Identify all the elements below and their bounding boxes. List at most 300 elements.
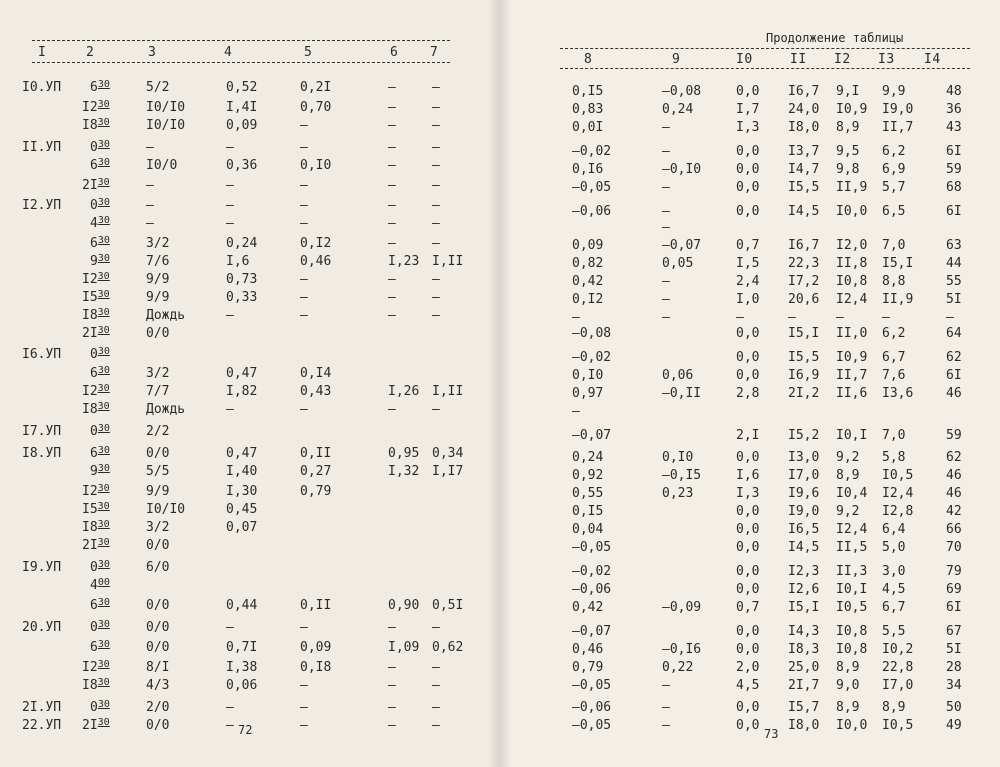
- table-cell-col12: –: [836, 310, 844, 325]
- time-hour: 6: [90, 640, 98, 655]
- page-number: 72: [238, 723, 253, 737]
- table-cell-col13: I7,0: [882, 678, 914, 693]
- table-cell-c4: I,4I: [226, 100, 258, 115]
- table-cell-c6: I,09: [388, 640, 420, 655]
- table-cell-c3: 2/0: [146, 700, 170, 715]
- time-minutes: 30: [97, 325, 110, 336]
- time-hour: I8: [82, 520, 98, 535]
- table-cell-col9: 0,05: [662, 256, 694, 271]
- table-cell-col14: 68: [946, 180, 962, 195]
- table-cell-c6: 0,95: [388, 446, 420, 461]
- table-cell-col10: 0,0: [736, 504, 760, 519]
- time-minutes: 30: [97, 659, 110, 670]
- table-cell-col11: I6,9: [788, 368, 820, 383]
- table-cell-col8: 0,97: [572, 386, 604, 401]
- table-cell-col12: 8,9: [836, 700, 860, 715]
- table-cell-col10: 0,7: [736, 600, 760, 615]
- time-cell: [90, 366, 110, 382]
- table-cell-c4: 0,47: [226, 366, 258, 381]
- table-cell-col11: 24,0: [788, 102, 820, 117]
- time-minutes: 30: [97, 597, 110, 608]
- table-cell-col12: II,9: [836, 180, 868, 195]
- time-hour: I8: [82, 118, 98, 133]
- table-cell-col12: I0,8: [836, 624, 868, 639]
- page-number: 73: [764, 727, 779, 741]
- table-cell-col13: I3,6: [882, 386, 914, 401]
- table-cell-c3: –: [146, 216, 154, 231]
- table-cell-c3: Дождь: [146, 402, 186, 417]
- time-minutes: 30: [97, 139, 110, 150]
- table-cell-c4: 0,44: [226, 598, 258, 613]
- time-cell: [82, 118, 110, 134]
- table-cell-c7: –: [432, 620, 440, 635]
- table-cell-c5: 0,I0: [300, 158, 332, 173]
- column-header: 3: [148, 45, 157, 60]
- time-cell: [90, 640, 110, 656]
- table-cell-col14: 46: [946, 468, 962, 483]
- table-cell-col11: I8,3: [788, 642, 820, 657]
- time-hour: I5: [82, 290, 98, 305]
- table-cell-col13: 5,8: [882, 450, 906, 465]
- table-cell-col13: 8,9: [882, 700, 906, 715]
- table-cell-col9: 0,23: [662, 486, 694, 501]
- table-cell-col14: 6I: [946, 368, 962, 383]
- table-cell-col8: 0,79: [572, 660, 604, 675]
- table-cell-c7: –: [432, 290, 440, 305]
- table-cell-col9: –0,07: [662, 238, 702, 253]
- time-minutes: 00: [97, 577, 110, 588]
- table-cell-c4: 0,09: [226, 118, 258, 133]
- table-cell-c7: –: [432, 308, 440, 323]
- table-cell-c6: –: [388, 158, 396, 173]
- date-cell: I0.УП: [22, 80, 62, 95]
- table-cell-col10: I,3: [736, 120, 760, 135]
- table-cell-c3: 0/0: [146, 598, 170, 613]
- table-cell-col8: 0,0I: [572, 120, 604, 135]
- table-cell-col9: 0,22: [662, 660, 694, 675]
- table-cell-col12: 8,9: [836, 120, 860, 135]
- table-cell-col9: –0,I0: [662, 162, 702, 177]
- table-cell-c3: 0/0: [146, 446, 170, 461]
- column-header: 2: [86, 45, 95, 60]
- table-header-rule-bottom: [560, 68, 970, 69]
- time-cell: [90, 254, 110, 270]
- time-hour: 2I: [82, 538, 98, 553]
- table-cell-c5: –: [300, 216, 308, 231]
- time-hour: I5: [82, 502, 98, 517]
- table-cell-col9: –0,I6: [662, 642, 702, 657]
- table-cell-col12: 9,8: [836, 162, 860, 177]
- time-cell: [82, 484, 110, 500]
- table-cell-col10: 0,0: [736, 204, 760, 219]
- table-cell-col12: I0,9: [836, 350, 868, 365]
- table-cell-col14: 62: [946, 450, 962, 465]
- table-cell-col11: I8,0: [788, 120, 820, 135]
- table-cell-c3: I0/I0: [146, 100, 186, 115]
- table-cell-col9: 0,24: [662, 102, 694, 117]
- time-cell: [90, 598, 110, 614]
- table-cell-col12: II,7: [836, 368, 868, 383]
- table-cell-col9: –: [662, 718, 670, 733]
- time-cell: [90, 80, 110, 96]
- table-cell-col11: 25,0: [788, 660, 820, 675]
- table-cell-col11: I9,6: [788, 486, 820, 501]
- table-cell-col14: –: [946, 310, 954, 325]
- table-cell-c5: –: [300, 308, 308, 323]
- table-cell-c3: 9/9: [146, 272, 170, 287]
- table-cell-col14: 34: [946, 678, 962, 693]
- table-cell-col13: 5,0: [882, 540, 906, 555]
- table-cell-col9: –: [662, 292, 670, 307]
- table-cell-c3: Дождь: [146, 308, 186, 323]
- table-cell-c5: –: [300, 700, 308, 715]
- time-cell: [82, 520, 110, 536]
- table-cell-c4: –: [226, 140, 234, 155]
- table-cell-col10: I,7: [736, 102, 760, 117]
- time-hour: 0: [90, 198, 98, 213]
- table-cell-col9: –0,09: [662, 600, 702, 615]
- time-minutes: 30: [97, 501, 110, 512]
- time-hour: I2: [82, 660, 98, 675]
- table-cell-col9: –: [662, 120, 670, 135]
- table-cell-col11: I5,7: [788, 700, 820, 715]
- time-hour: 0: [90, 140, 98, 155]
- table-cell-col14: 28: [946, 660, 962, 675]
- date-cell: I8.УП: [22, 446, 62, 461]
- table-cell-col9: –: [662, 274, 670, 289]
- table-cell-col13: 7,6: [882, 368, 906, 383]
- table-cell-col8: 0,83: [572, 102, 604, 117]
- table-cell-c5: –: [300, 620, 308, 635]
- table-cell-col11: I9,0: [788, 504, 820, 519]
- table-cell-c3: 8/I: [146, 660, 170, 675]
- table-cell-c3: 5/2: [146, 80, 170, 95]
- table-cell-col13: 8,8: [882, 274, 906, 289]
- time-minutes: 30: [97, 215, 110, 226]
- table-cell-c3: –: [146, 140, 154, 155]
- table-cell-col12: I2,4: [836, 292, 868, 307]
- table-cell-col10: 0,0: [736, 326, 760, 341]
- table-cell-col10: 2,0: [736, 660, 760, 675]
- table-cell-col10: 0,0: [736, 700, 760, 715]
- table-cell-col12: II,5: [836, 540, 868, 555]
- table-cell-col11: I5,I: [788, 600, 820, 615]
- time-minutes: 30: [97, 235, 110, 246]
- table-cell-c5: 0,09: [300, 640, 332, 655]
- time-hour: 0: [90, 347, 98, 362]
- table-cell-c4: –: [226, 308, 234, 323]
- table-cell-col14: 36: [946, 102, 962, 117]
- table-cell-c4: 0,47: [226, 446, 258, 461]
- table-cell-c3: I0/I0: [146, 118, 186, 133]
- table-cell-col11: I5,2: [788, 428, 820, 443]
- table-cell-c6: –: [388, 140, 396, 155]
- table-cell-col10: 0,0: [736, 450, 760, 465]
- table-cell-col14: 5I: [946, 292, 962, 307]
- table-cell-col12: I0,I: [836, 428, 868, 443]
- table-cell-c4: –: [226, 178, 234, 193]
- time-hour: 6: [90, 366, 98, 381]
- table-cell-c6: –: [388, 198, 396, 213]
- time-hour: I2: [82, 272, 98, 287]
- table-cell-c7: 0,62: [432, 640, 464, 655]
- table-cell-col10: 2,4: [736, 274, 760, 289]
- table-cell-col8: –: [572, 310, 580, 325]
- table-cell-col12: II,8: [836, 256, 868, 271]
- table-cell-c6: –: [388, 308, 396, 323]
- table-cell-col14: 59: [946, 428, 962, 443]
- continuation-caption: Продолжение таблицы: [766, 31, 904, 45]
- table-cell-c7: –: [432, 118, 440, 133]
- table-cell-col13: I5,I: [882, 256, 914, 271]
- table-cell-c7: –: [432, 80, 440, 95]
- time-hour: 9: [90, 464, 98, 479]
- table-cell-c7: 0,5I: [432, 598, 464, 613]
- date-cell: 2I.УП: [22, 700, 62, 715]
- table-cell-c7: I,II: [432, 254, 464, 269]
- table-cell-col12: I0,4: [836, 486, 868, 501]
- table-cell-col10: 0,0: [736, 144, 760, 159]
- table-cell-col13: 6,5: [882, 204, 906, 219]
- date-cell: 20.УП: [22, 620, 62, 635]
- time-cell: [82, 100, 110, 116]
- table-cell-c7: –: [432, 140, 440, 155]
- table-cell-c3: 0/0: [146, 640, 170, 655]
- table-cell-col10: 0,0: [736, 582, 760, 597]
- time-cell: [82, 308, 110, 324]
- table-cell-col12: 9,2: [836, 450, 860, 465]
- table-cell-c7: –: [432, 198, 440, 213]
- time-hour: I8: [82, 678, 98, 693]
- table-cell-col13: II,9: [882, 292, 914, 307]
- table-cell-col10: 0,0: [736, 522, 760, 537]
- time-hour: 0: [90, 700, 98, 715]
- table-cell-col9: 0,06: [662, 368, 694, 383]
- time-minutes: 30: [97, 401, 110, 412]
- table-cell-c3: 0/0: [146, 718, 170, 733]
- table-cell-col8: –0,06: [572, 582, 612, 597]
- table-header-rule-top: [32, 40, 450, 41]
- time-cell: [82, 660, 110, 676]
- table-cell-col14: 67: [946, 624, 962, 639]
- time-cell: [82, 384, 110, 400]
- time-cell: [90, 446, 110, 462]
- right-page: [500, 0, 1000, 767]
- table-cell-c5: –: [300, 290, 308, 305]
- table-cell-col14: 42: [946, 504, 962, 519]
- table-cell-col14: 49: [946, 718, 962, 733]
- date-cell: I6.УП: [22, 347, 62, 362]
- table-cell-c7: 0,34: [432, 446, 464, 461]
- table-cell-c3: 4/3: [146, 678, 170, 693]
- table-cell-c7: –: [432, 100, 440, 115]
- table-cell-col10: 4,5: [736, 678, 760, 693]
- time-minutes: 30: [97, 79, 110, 90]
- time-cell: [90, 620, 110, 636]
- time-cell: [82, 326, 110, 342]
- table-cell-col14: 50: [946, 700, 962, 715]
- table-cell-col8: 0,55: [572, 486, 604, 501]
- table-cell-c6: –: [388, 290, 396, 305]
- table-cell-c3: 0/0: [146, 326, 170, 341]
- table-cell-c5: 0,II: [300, 446, 332, 461]
- table-cell-c5: 0,70: [300, 100, 332, 115]
- table-cell-col8: –0,05: [572, 678, 612, 693]
- table-cell-c5: –: [300, 718, 308, 733]
- table-cell-col9: –0,I5: [662, 468, 702, 483]
- time-hour: 9: [90, 254, 98, 269]
- time-hour: I2: [82, 384, 98, 399]
- table-cell-col14: 59: [946, 162, 962, 177]
- table-cell-col8: –0,07: [572, 428, 612, 443]
- table-cell-col13: 6,2: [882, 144, 906, 159]
- table-cell-col9: –: [662, 144, 670, 159]
- time-hour: I2: [82, 484, 98, 499]
- table-cell-c3: –: [146, 178, 154, 193]
- time-cell: [82, 502, 110, 518]
- table-cell-col14: 62: [946, 350, 962, 365]
- time-cell: [82, 678, 110, 694]
- table-cell-c6: –: [388, 216, 396, 231]
- table-cell-c7: –: [432, 718, 440, 733]
- table-cell-col11: I4,5: [788, 540, 820, 555]
- table-cell-c6: –: [388, 100, 396, 115]
- time-cell: [90, 198, 110, 214]
- table-cell-c6: –: [388, 236, 396, 251]
- table-cell-col10: 2,I: [736, 428, 760, 443]
- table-cell-c4: –: [226, 216, 234, 231]
- table-cell-c3: 0/0: [146, 620, 170, 635]
- time-minutes: 30: [97, 559, 110, 570]
- table-cell-col10: 0,0: [736, 624, 760, 639]
- time-hour: 6: [90, 598, 98, 613]
- table-cell-col12: I0,8: [836, 274, 868, 289]
- table-cell-c3: 3/2: [146, 520, 170, 535]
- table-cell-col13: 4,5: [882, 582, 906, 597]
- table-cell-c4: I,40: [226, 464, 258, 479]
- table-cell-col8: 0,42: [572, 274, 604, 289]
- table-cell-col11: 22,3: [788, 256, 820, 271]
- table-cell-c7: –: [432, 236, 440, 251]
- table-cell-c7: I,II: [432, 384, 464, 399]
- table-cell-col8: 0,42: [572, 600, 604, 615]
- table-cell-col12: I0,9: [836, 102, 868, 117]
- table-cell-col10: 0,0: [736, 540, 760, 555]
- table-cell-col11: I8,0: [788, 718, 820, 733]
- time-minutes: 30: [97, 463, 110, 474]
- date-cell: I7.УП: [22, 424, 62, 439]
- table-cell-col11: I6,7: [788, 84, 820, 99]
- time-cell: [90, 236, 110, 252]
- column-header: 4: [224, 45, 233, 60]
- table-cell-c5: –: [300, 178, 308, 193]
- table-cell-c3: 7/7: [146, 384, 170, 399]
- table-cell-col8: –0,08: [572, 326, 612, 341]
- time-hour: 4: [90, 216, 98, 231]
- time-cell: [90, 700, 110, 716]
- table-cell-col11: I6,5: [788, 522, 820, 537]
- table-cell-col10: 0,7: [736, 238, 760, 253]
- table-cell-c5: 0,27: [300, 464, 332, 479]
- time-hour: 0: [90, 560, 98, 575]
- table-cell-col8: 0,46: [572, 642, 604, 657]
- table-cell-col8: –0,05: [572, 540, 612, 555]
- table-cell-col11: I2,3: [788, 564, 820, 579]
- table-cell-col11: I7,0: [788, 468, 820, 483]
- table-cell-c5: –: [300, 402, 308, 417]
- table-cell-col13: 6,4: [882, 522, 906, 537]
- column-header: 8: [584, 52, 593, 67]
- table-cell-col14: 46: [946, 386, 962, 401]
- table-cell-c6: –: [388, 678, 396, 693]
- time-cell: [82, 402, 110, 418]
- date-cell: 22.УП: [22, 718, 62, 733]
- table-cell-c4: I,6: [226, 254, 250, 269]
- table-cell-c4: 0,7I: [226, 640, 258, 655]
- table-cell-c4: –: [226, 718, 234, 733]
- time-minutes: 30: [97, 197, 110, 208]
- table-cell-col10: 0,0: [736, 84, 760, 99]
- table-cell-col8: 0,82: [572, 256, 604, 271]
- table-cell-col8: –0,02: [572, 564, 612, 579]
- table-cell-col12: I0,5: [836, 600, 868, 615]
- table-cell-col12: 9,5: [836, 144, 860, 159]
- table-cell-c7: –: [432, 216, 440, 231]
- table-cell-col10: 0,0: [736, 564, 760, 579]
- table-cell-col14: 48: [946, 84, 962, 99]
- table-cell-col9: –: [662, 310, 670, 325]
- table-cell-col14: 63: [946, 238, 962, 253]
- table-cell-c6: I,32: [388, 464, 420, 479]
- time-cell: [90, 464, 110, 480]
- table-cell-c4: –: [226, 620, 234, 635]
- table-cell-col11: I4,7: [788, 162, 820, 177]
- table-cell-col12: II,3: [836, 564, 868, 579]
- time-minutes: 30: [97, 717, 110, 728]
- table-cell-col10: I,0: [736, 292, 760, 307]
- table-cell-col13: 6,7: [882, 350, 906, 365]
- table-cell-col14: 79: [946, 564, 962, 579]
- table-cell-col10: 0,0: [736, 642, 760, 657]
- table-cell-col11: I5,I: [788, 326, 820, 341]
- table-cell-col12: I2,0: [836, 238, 868, 253]
- table-cell-c4: 0,07: [226, 520, 258, 535]
- table-cell-col13: 5,7: [882, 180, 906, 195]
- table-cell-c6: –: [388, 620, 396, 635]
- date-cell: I2.УП: [22, 198, 62, 213]
- table-cell-col14: 44: [946, 256, 962, 271]
- table-cell-c3: I0/I0: [146, 502, 186, 517]
- table-cell-c3: 3/2: [146, 236, 170, 251]
- table-cell-col10: 0,0: [736, 350, 760, 365]
- table-cell-col8: –: [572, 404, 580, 419]
- table-cell-col8: –0,07: [572, 624, 612, 639]
- table-cell-col11: –: [788, 310, 796, 325]
- table-cell-col11: I3,7: [788, 144, 820, 159]
- table-cell-col14: 46: [946, 486, 962, 501]
- table-cell-col12: 8,9: [836, 660, 860, 675]
- time-cell: [90, 578, 110, 594]
- table-cell-c6: 0,90: [388, 598, 420, 613]
- table-cell-col11: I2,6: [788, 582, 820, 597]
- date-cell: I9.УП: [22, 560, 62, 575]
- column-header: 5: [304, 45, 313, 60]
- time-hour: 2I: [82, 326, 98, 341]
- time-minutes: 30: [97, 99, 110, 110]
- time-hour: 6: [90, 80, 98, 95]
- time-cell: [82, 538, 110, 554]
- time-cell: [90, 216, 110, 232]
